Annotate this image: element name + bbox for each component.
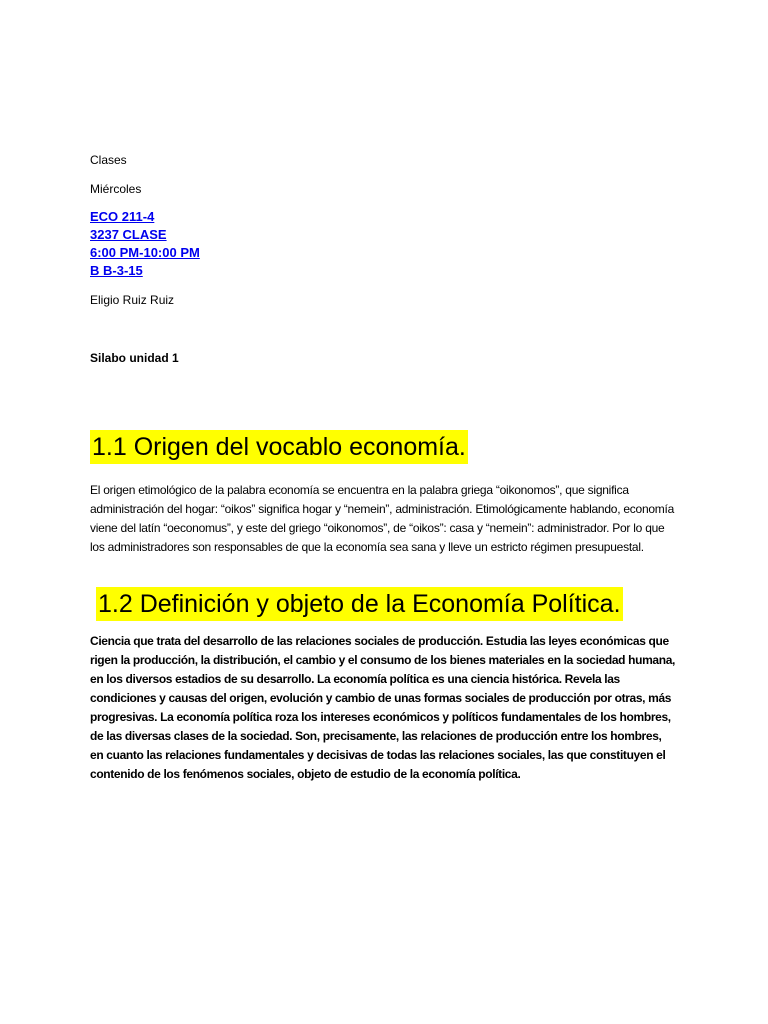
course-info — [90, 208, 200, 280]
course-class-link[interactable]: 3237 CLASE — [90, 227, 167, 242]
course-room-link[interactable]: B B-3-15 — [90, 263, 143, 278]
section1-body: El origen etimológico de la palabra economía se encuentra en la palabra griega “oikonomos”, que significa administración del hogar: “oikos” significa hogar y “nemein”, administración. Etimológicamente hablando, economía viene del latín “oeconomus”, y este del griego “oikonomos”, de “oikos”: casa y “nemein”: administrador. Por lo que los administradores son responsables de que la economía sea sana y lleve un estricto régimen presupuestal. — [90, 483, 675, 554]
course-time-link[interactable]: 6:00 PM-10:00 PM — [90, 245, 200, 260]
course-code-link[interactable]: ECO 211-4 — [90, 209, 155, 224]
classes-label: Clases — [90, 153, 127, 167]
section2-body: Ciencia que trata del desarrollo de las relaciones sociales de producción. Estudia las leyes económicas que rigen la producción, la distribución, el cambio y el consumo de los bienes materiales en la sociedad humana, en los diversos estadios de su desarrollo. La economía política es una ciencia histórica. Revela las condiciones y causas del origen, evolución y cambio de unas formas sociales de producción por otras, más progresivas. La economía política roza los intereses económicos y políticos fundamentales de los hombres, de las diversas clases de la sociedad. Son, precisamente, las relaciones de producción entre los hombres, en cuanto las relaciones fundamentales y decisivas de todas las relaciones sociales, las que constituyen el contenido de los fenómenos sociales, objeto de estudio de la economía política. — [90, 634, 676, 781]
day-label: Miércoles — [90, 182, 142, 196]
syllabus-label: Silabo unidad 1 — [90, 351, 179, 365]
section1-heading: 1.1 Origen del vocablo economía. — [90, 430, 468, 464]
instructor-name: Eligio Ruiz Ruiz — [90, 293, 175, 307]
section2-heading: 1.2 Definición y objeto de la Economía Política. — [96, 587, 623, 621]
